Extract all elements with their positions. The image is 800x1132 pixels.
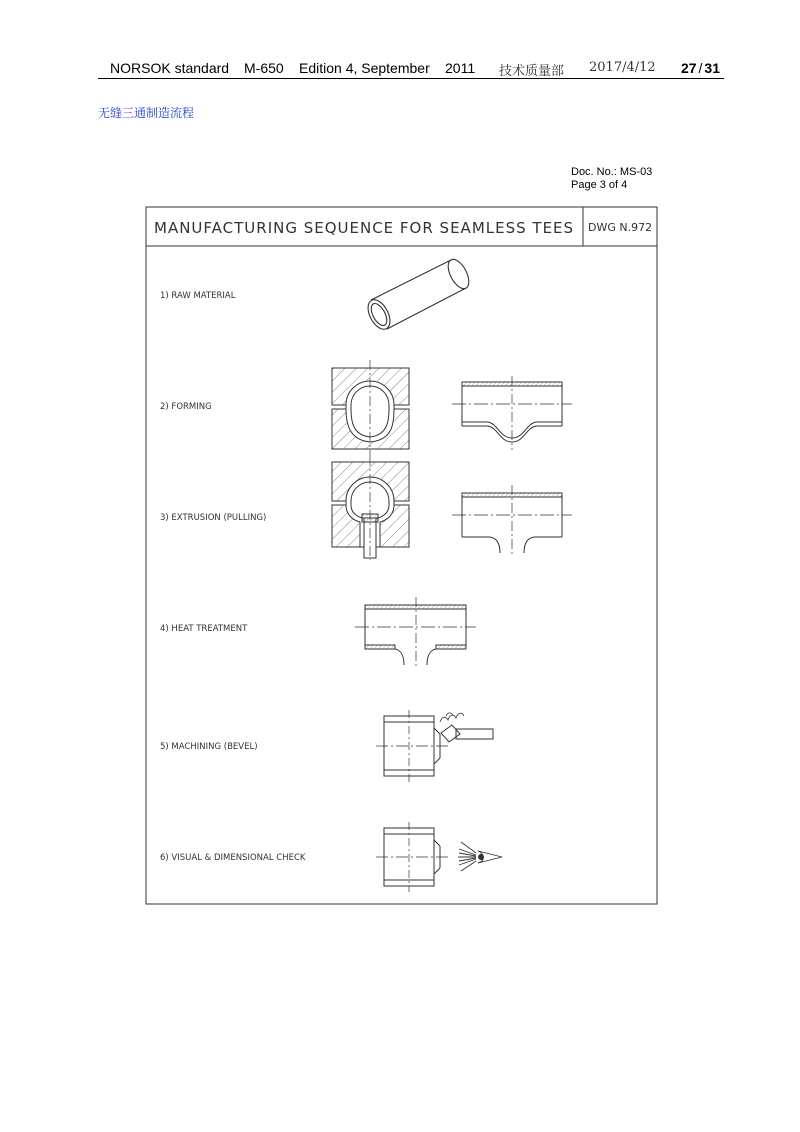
document-subtitle: 无缝三通制造流程 [98, 106, 195, 120]
header-edition: Edition 4, September [299, 60, 430, 76]
header-doc-code: M-650 [244, 60, 284, 76]
step-6-label: 6) VISUAL & DIMENSIONAL CHECK [160, 853, 306, 863]
header-department: 技术质量部 [499, 64, 565, 79]
step-3-label: 3) EXTRUSION (PULLING) [160, 513, 267, 523]
eye-icon [458, 842, 502, 871]
step-labels [160, 291, 306, 863]
extrusion-die-illustration [332, 456, 409, 560]
step-1-label: 1) RAW MATERIAL [160, 291, 236, 301]
drawing-title: MANUFACTURING SEQUENCE FOR SEAMLESS TEES [154, 219, 575, 237]
header-date: 2017/4/12 [589, 60, 656, 75]
forming-die-illustration [332, 360, 409, 456]
drawing-number: DWG N.972 [588, 221, 653, 234]
page-current: 27 [680, 60, 697, 76]
doc-page: Page 3 of 4 [571, 179, 628, 191]
drawing-frame [146, 207, 657, 904]
machining-bevel-illustration [376, 710, 493, 782]
extruded-tee-illustration [452, 485, 572, 556]
raw-material-pipe-illustration [364, 256, 474, 333]
doc-number: Doc. No.: MS-03 [571, 166, 653, 178]
header-standard: NORSOK standard [110, 60, 230, 76]
page-total: 31 [704, 60, 720, 76]
step-2-label: 2) FORMING [160, 402, 212, 412]
heat-treatment-tee-illustration [355, 597, 476, 667]
page-separator: / [698, 60, 703, 76]
step-5-label: 5) MACHINING (BEVEL) [160, 742, 258, 752]
step-4-label: 4) HEAT TREATMENT [160, 624, 248, 634]
visual-check-illustration [376, 822, 448, 892]
formed-shell-illustration [452, 376, 572, 450]
header-year: 2011 [445, 60, 476, 76]
